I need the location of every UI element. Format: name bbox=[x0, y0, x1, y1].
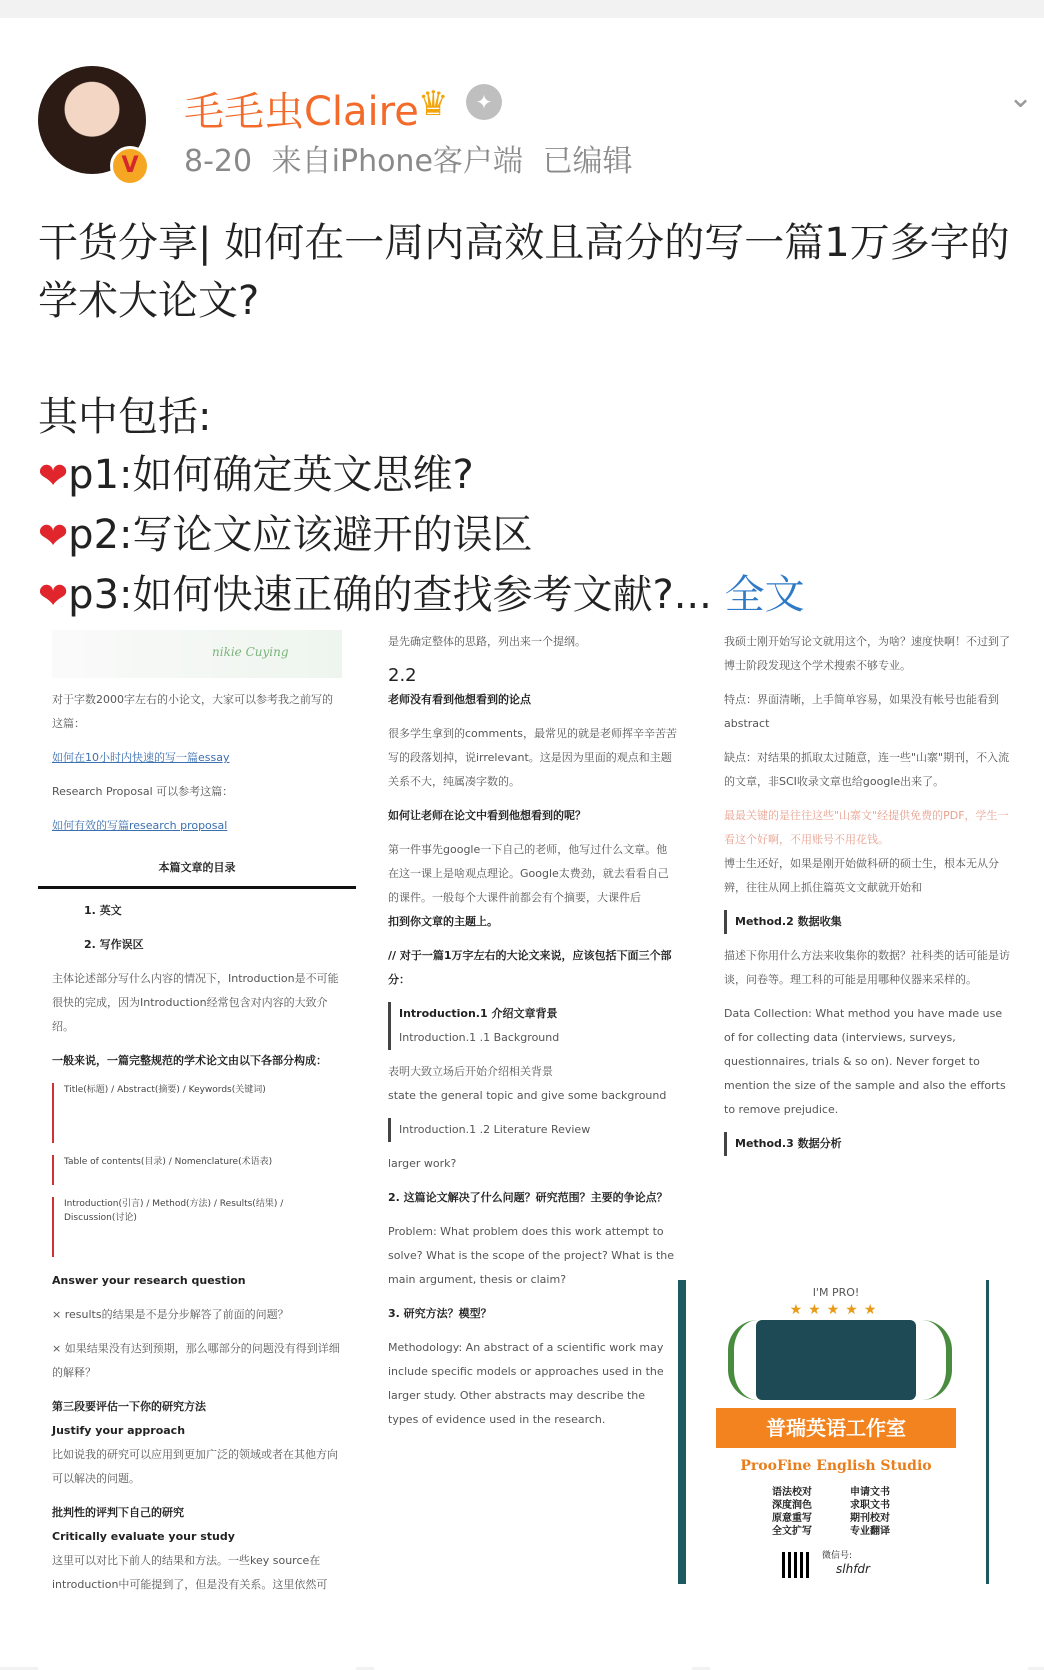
structure-diagram: Introduction(引言) / Method(方法) / Results(结果) / Discussion(讨论) bbox=[52, 1197, 342, 1257]
studio-banner: 普瑞英语工作室 bbox=[716, 1408, 956, 1448]
studio-name: ProoFine English Studio bbox=[740, 1458, 932, 1474]
structure-diagram: Title(标题) / Abstract(摘要) / Keywords(关键词) bbox=[52, 1083, 342, 1143]
services-right: 申请文书 求职文书 期刊校对 专业翻译 bbox=[850, 1487, 890, 1537]
heart-icon: ❤ bbox=[38, 576, 69, 617]
image-thumbnail-2[interactable]: 是先确定整体的思路，列出来一个提纲。 2.2 老师没有看到他想看到的论点 很多学生拿到的comments，最常见的就是老师挥辛辛苦苦写的段落划掉，说irrelevant。这是因为里面的观点和主题关系不大，纯属凑字数的。 如何让老师在论文中看到他想看到的呢？ 第一件事先google一下自己的老师，他写过什么文章。他在这一课上是啥观点理论。Google太费劲，就去看看自己的课件。一般每个大课件前都会有个摘要，大课件后 扣到你文章的主题上。 // 对于一篇1万字左右的大论文来说，应该包括下面三个部分： Introduction.1 介绍文章背景 Introduction.1 .1 Background 表明大致立场后开始介绍相关背景 state the general topic and give some background Introduction.1 .2 Literature Review larger work? 2. 这篇论文解决了什么问题？研究范围？主要的争论点？ Problem: What problem does this work attempt to solve? What is the scope of the project? What is the main argument, thesis or claim? 3. 研究方法？模型？ Methodology: An abstract of a scientific work may include specific models or approaches used in the larger study. Other abstracts may describe the types of evidence used in the research. bbox=[374, 630, 692, 1670]
wechat-id: slhfdr bbox=[836, 1562, 870, 1576]
proposal-link[interactable]: 如何有效的写篇research proposal bbox=[52, 819, 228, 832]
signature-banner: nikie Cuying bbox=[52, 630, 342, 678]
weibo-post-card bbox=[0, 18, 1044, 1667]
post-title-line1: 干货分享| 如何在一周内高效且高分的写一篇1万多字的 bbox=[38, 220, 1010, 266]
chevron-down-icon[interactable]: ⌄ bbox=[1008, 80, 1034, 115]
post-item: ❤p1:如何确定英文思维? bbox=[38, 452, 474, 498]
toc-title: 本篇文章的目录 bbox=[38, 856, 356, 889]
post-body bbox=[38, 214, 1028, 626]
username[interactable]: 毛毛虫Claire bbox=[184, 89, 419, 135]
laurel-icon bbox=[922, 1320, 952, 1400]
services-left: 语法校对 深度润色 原意重写 全文扩写 bbox=[772, 1487, 812, 1537]
verified-badge-icon: V bbox=[110, 146, 150, 186]
post-date: 8-20 bbox=[184, 144, 253, 179]
post-source: 来自iPhone客户端 bbox=[271, 144, 523, 179]
wechat-label: 微信号: bbox=[822, 1551, 853, 1561]
medal-icon: ✦ bbox=[466, 84, 502, 120]
studio-ad-image[interactable] bbox=[678, 1280, 989, 1584]
post-item: ❤p2:写论文应该避开的误区 bbox=[38, 512, 533, 558]
edited-label: 已编辑 bbox=[542, 144, 633, 179]
crown-icon: ♛ bbox=[418, 84, 449, 124]
essay-link[interactable]: 如何在10小时内快速的写一篇essay bbox=[52, 751, 230, 764]
heart-icon: ❤ bbox=[38, 516, 69, 557]
includes-label: 其中包括: bbox=[38, 394, 212, 440]
image-thumbnail-1[interactable]: nikie Cuying 对于字数2000字左右的小论文，大家可以参考我之前写的这篇： 如何在10小时内快速的写一篇essay Research Proposal 可以参考这篇： 如何有效的写篇research proposal 本篇文章的目录 1. 英文 2. 写作误区 主体论述部分写什么内容的情况下，Introduction是不可能很快的完成，因为Introduction经常包含对内容的大致介绍。 一般来说，一篇完整规范的学术论文由以下各部分构成： Title(标题) / Abstract(摘要) / Keywords(关键词) Table of contents(目录) / Nomenclature(术语表) Introduction(引言) / Method(方法) / Results(结果) / Discussion(讨论) Answer your research question × results的结果是不是分步解答了前面的问题？ × 如果结果没有达到预期，那么哪部分的问题没有得到详细的解释？ 第三段要评估一下你的研究方法 Justify your approach 比如说我的研究可以应用到更加广泛的领域或者在其他方向可以解决的问题。 批判性的评判下自己的研究 Critically evaluate your study 这里可以对比下前人的结果和方法。一些key source在introduction中可能提到了，但是没有关系。这里依然可 bbox=[38, 630, 356, 1670]
heart-icon: ❤ bbox=[38, 456, 69, 497]
image-grid bbox=[38, 630, 1028, 1670]
qr-code-icon bbox=[782, 1552, 812, 1578]
image-thumbnail-3[interactable]: 我硕士刚开始写论文就用这个，为啥？速度快啊！不过到了博士阶段发现这个学术搜索不够专业。 特点：界面清晰，上手简单容易，如果没有帐号也能看到abstract 缺点：对结果的抓取太过随意，连一些"山寨"期刊，不入流的文章，非SCI收录文章也给google出来了。 最最关键的是往往这些"山寨文"经提供免费的PDF，学生一看这个好啊，不用账号不用花钱。 博士生还好，如果是刚开始做科研的硕士生，根本无从分辨，往往从网上抓住篇英文文献就开始和 Method.2 数据收集 描述下你用什么方法来收集你的数据？社科类的话可能是访谈，问卷等。理工科的可能是用哪种仪器来采样的。 Data Collection: What method you have made use of for collecting data (interviews, surveys, questionnaires, trials & so on). Never forget to mention the size of the sample and also the efforts to remove prejudice. Method.3 数据分析 bbox=[710, 630, 1028, 1670]
structure-diagram: Table of contents(目录) / Nomenclature(术语表) bbox=[52, 1155, 342, 1185]
post-meta bbox=[184, 136, 632, 180]
stars-icon: ★★★★★ bbox=[789, 1302, 883, 1318]
pro-label: I'M PRO! bbox=[812, 1286, 860, 1299]
post-title-line2: 学术大论文? bbox=[38, 278, 260, 324]
graduation-cap-icon bbox=[756, 1320, 916, 1400]
post-item: ❤p3:如何快速正确的查找参考文献?... 全文 bbox=[38, 572, 805, 618]
full-text-link[interactable]: 全文 bbox=[724, 572, 805, 618]
laurel-icon bbox=[728, 1320, 758, 1400]
